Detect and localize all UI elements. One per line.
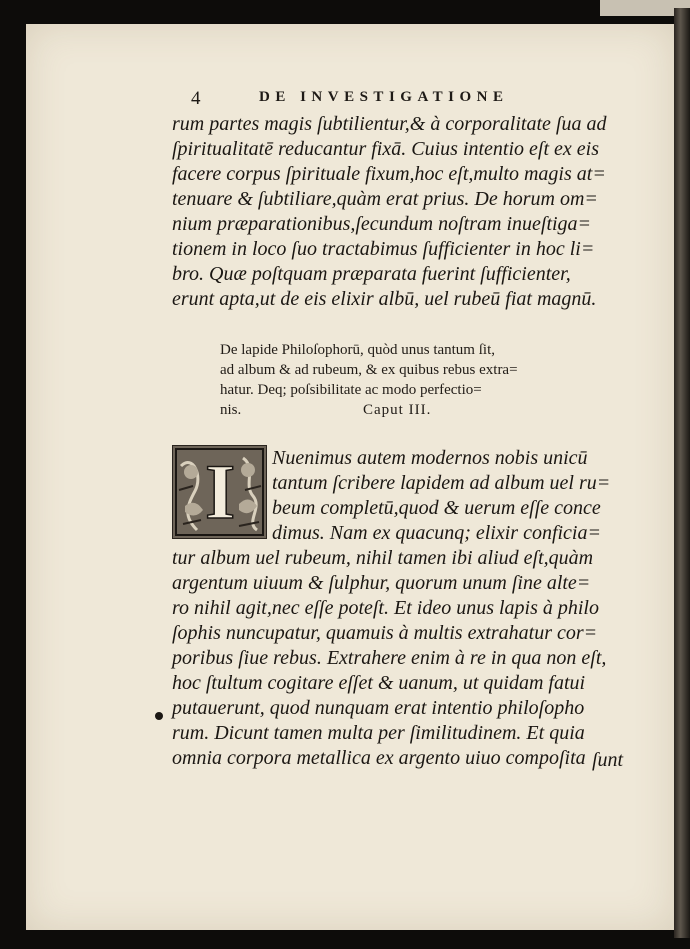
heading-line: hatur. Deq; poſsibilitate ac modo perfectio=: [220, 382, 482, 398]
page-number: 4: [191, 88, 201, 109]
heading-line: De lapide Philoſophorū, quòd unus tantum ſit,: [220, 342, 495, 358]
text-line: Nuenimus autem modernos nobis unicū: [272, 447, 588, 469]
text-line: ſophis nuncupatur, quamuis à multis extrahatur cor=: [172, 622, 598, 644]
text-line: beum completū,quod & uerum eſſe conce: [272, 497, 601, 519]
text-line: omnia corpora metallica ex argento uiuo compoſita: [172, 747, 586, 769]
catchword: ſunt: [592, 749, 624, 771]
chapter-number: Caput III.: [363, 402, 432, 418]
text-line: erunt apta,ut de eis elixir albū, uel rubeū fiat magnū.: [172, 288, 597, 310]
text-line: ſpiritualitatē reducantur fixā. Cuius intentio eſt ex eis: [172, 138, 599, 160]
text-line: poribus ſiue rebus. Extrahere enim à re in qua non eſt,: [172, 647, 607, 669]
text-line: dimus. Nam ex quacunq; elixir conficia=: [272, 522, 601, 544]
text-line: hoc ſtultum cogitare eſſet & uanum, ut quidam fatui: [172, 672, 586, 694]
text-line: tionem in loco ſuo tractabimus ſufficienter in hoc li=: [172, 238, 595, 260]
initial-letter: I: [205, 448, 236, 535]
heading-line-end: nis.: [220, 402, 242, 418]
text-line: argentum uiuum & ſulphur, quorum unum ſine alte=: [172, 572, 591, 594]
text-line: bro. Quæ poſtquam præparata fuerint ſufficienter,: [172, 263, 571, 285]
page-edge-right: [674, 8, 690, 938]
decorated-initial: [172, 445, 267, 539]
text-line: tur album uel rubeum, nihil tamen ibi aliud eſt,quàm: [172, 547, 594, 569]
heading-line: [220, 400, 432, 420]
text-line: putauerunt, quod nunquam erat intentio philoſopho: [172, 697, 585, 719]
text-line: tenuare & ſubtiliare,quàm erat prius. De horum om=: [172, 188, 598, 210]
text-line: nium præparationibus,ſecundum noſtram inueſtiga=: [172, 213, 592, 235]
margin-dot-icon: [155, 712, 163, 720]
running-header: [191, 86, 591, 112]
text-line: tantum ſcribere lapidem ad album uel ru=: [272, 472, 611, 494]
running-title: DE INVESTIGATIONE: [259, 89, 509, 105]
text-line: rum. Dicunt tamen multa per ſimilitudinem. Et quia: [172, 722, 585, 744]
text-line: facere corpus ſpirituale fixum,hoc eſt,multo magis at=: [172, 163, 606, 185]
text-line: ro nihil agit,nec eſſe poteſt. Et ideo unus lapis à philo: [172, 597, 599, 619]
heading-line: ad album & ad rubeum, & ex quibus rebus extra=: [220, 362, 518, 378]
text-line: rum partes magis ſubtilientur,& à corporalitate ſua ad: [172, 113, 607, 135]
